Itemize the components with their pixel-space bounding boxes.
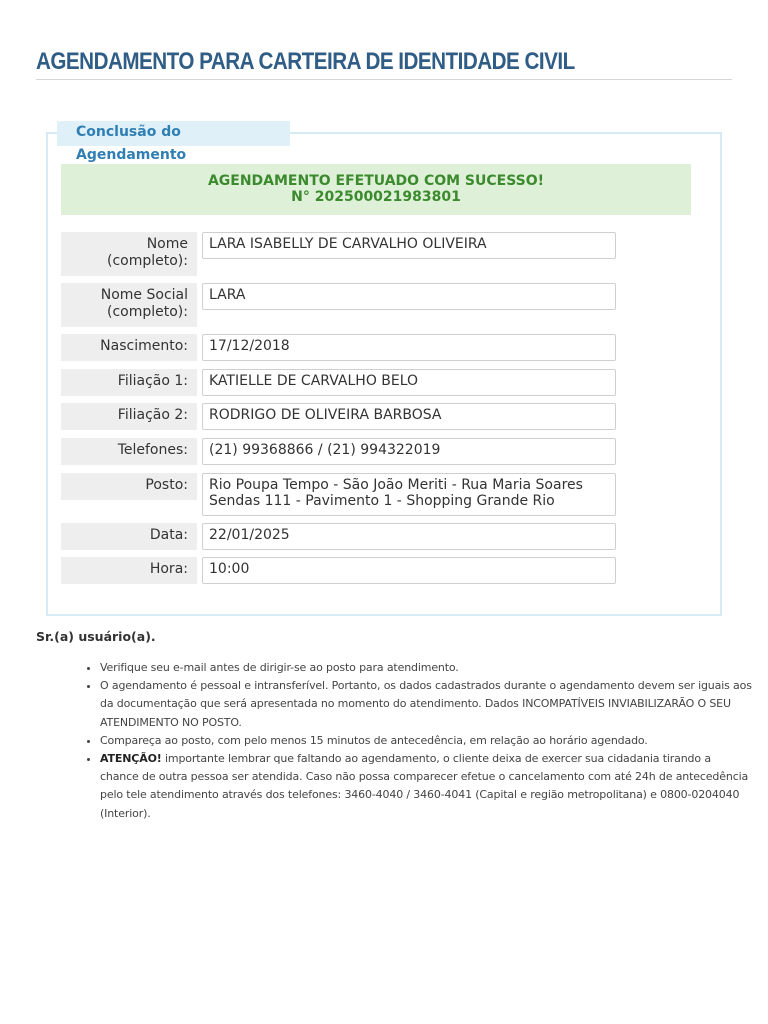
label-data: Data: [61, 523, 197, 550]
field-telefones: (21) 99368866 / (21) 994322019 [202, 438, 616, 465]
notice-greeting: Sr.(a) usuário(a). [36, 629, 156, 644]
label-telefones: Telefones: [61, 438, 197, 465]
title-divider [36, 79, 732, 80]
label-nome: Nome (completo): [61, 232, 197, 276]
panel-legend: Conclusão do Agendamento [57, 121, 290, 146]
protocol-number: N° 202500021983801 [291, 189, 461, 205]
list-item: • Verifique seu e-mail antes de dirigir-se ao posto para atendimento. [100, 659, 752, 677]
field-nascimento: 17/12/2018 [202, 334, 616, 361]
field-data: 22/01/2025 [202, 523, 616, 550]
attention-label: ATENÇÃO! [100, 752, 162, 766]
list-item: • O agendamento é pessoal e intransferível. Portanto, os dados cadastrados durante o agendamento devem ser iguais aos da documentação que será apresentada no momento do atendimento. Dados INCOMPATÍVEIS INVIABILIZARÃO O SEU ATENDIMENTO NO POSTO. [100, 677, 752, 732]
list-item: • Compareça ao posto, com pelo menos 15 minutos de antecedência, em relação ao horário agendado. [100, 732, 752, 750]
field-nome-social: LARA [202, 283, 616, 310]
list-item [100, 750, 752, 823]
field-filiacao-2: RODRIGO DE OLIVEIRA BARBOSA [202, 403, 616, 430]
field-posto: Rio Poupa Tempo - São João Meriti - Rua Maria Soares Sendas 111 - Pavimento 1 - Shopping Grande Rio [202, 473, 616, 516]
notice-list [82, 659, 752, 823]
field-nome: LARA ISABELLY DE CARVALHO OLIVEIRA [202, 232, 616, 259]
attention-text: importante lembrar que faltando ao agendamento, o cliente deixa de exercer sua cidadania tirando a chance de outra pessoa ser atendida. Caso não possa comparecer efetue o cancelamento com até 24h de antecedência pelo tele atendimento através dos telefones: 3460-4040 / 3460-4041 (Capital e região metropolitana) e 0800-0204040 (Interior). [100, 752, 749, 820]
label-filiacao-1: Filiação 1: [61, 369, 197, 396]
field-hora: 10:00 [202, 557, 616, 584]
label-hora: Hora: [61, 557, 197, 584]
success-banner [61, 164, 691, 215]
label-nome-social: Nome Social (completo): [61, 283, 197, 327]
label-posto: Posto: [61, 473, 197, 500]
field-filiacao-1: KATIELLE DE CARVALHO BELO [202, 369, 616, 396]
success-message: AGENDAMENTO EFETUADO COM SUCESSO! [207, 173, 545, 189]
label-nascimento: Nascimento: [61, 334, 197, 361]
page-title: AGENDAMENTO PARA CARTEIRA DE IDENTIDADE CIVIL [36, 48, 575, 75]
label-filiacao-2: Filiação 2: [61, 403, 197, 430]
